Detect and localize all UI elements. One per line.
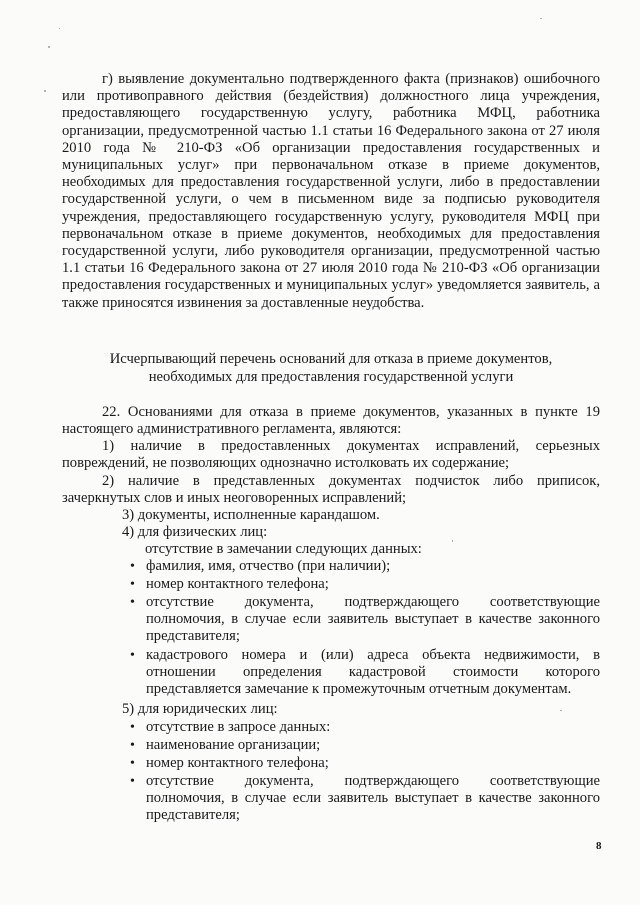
list-item-1: 1) наличие в предоставленных документах исправлений, серьезных повреждений, не позволяющих однозначно истолковать их содержание; (62, 438, 600, 472)
bullet-icon: • (130, 577, 135, 592)
bullet-item: • наименование организации; (130, 737, 321, 753)
list-item-4: 4) для физических лиц: (122, 524, 268, 540)
paragraph-22: 22. Основаниями для отказа в приеме документов, указанных в пункте 19 настоящего административного регламента, являются: (62, 404, 600, 438)
bullet-icon: • (130, 648, 135, 663)
bullet-item: • фамилия, имя, отчество (при наличии); (130, 558, 391, 574)
bullet-icon: • (130, 720, 135, 735)
bullet-icon: • (130, 756, 135, 771)
paragraph-g: г) выявление документально подтвержденного факта (признаков) ошибочного или противоправного действия (бездействия) должностного лица учреждения, предоставляющего государственную услугу, работника МФЦ, работника организации, предусмотренной частью 1.1 статьи 16 Федерального закона от 27 июля 2010 года № 210-ФЗ «Об организации предоставления государственных и муниципальных услуг» при первоначальном отказе в приеме документов, необходимых для предоставления государственной услуги, либо в предоставлении государственной услуги, о чем в письменном виде за подписью руководителя учреждения, предоставляющего государственную услугу, руководителя МФЦ при первоначальном отказе в приеме документов, необходимых для предоставления государственной услуги, либо руководителя организации, предусмотренной частью 1.1 статьи 16 Федерального закона от 27 июля 2010 года № 210-ФЗ «Об организации предоставления государственных и муниципальных услуг» уведомляется заявитель, а также приносятся извинения за доставленные неудобства. (62, 71, 600, 311)
bullet-item: • номер контактного телефона; (130, 755, 329, 771)
scan-speck (59, 28, 60, 29)
bullet-item: • номер контактного телефона; (130, 576, 329, 592)
scan-speck (44, 90, 46, 92)
scan-speck (560, 710, 562, 711)
page-number: 8 (596, 840, 602, 852)
bullet-icon: • (130, 738, 135, 753)
bullet-item: • отсутствие документа, подтверждающего соответствующие полномочия, в случае если заявитель выступает в качестве законного представителя; (130, 773, 600, 824)
bullet-item: • отсутствие в запросе данных: (130, 719, 331, 735)
bullet-item: • кадастрового номера и (или) адреса объекта недвижимости, в отношении определения кадастровой стоимости которого представляется замечание к промежуточным отчетным документам. (130, 647, 600, 698)
section-heading-line2: необходимых для предоставления государственной услуги (148, 369, 514, 385)
bullet-item: • отсутствие документа, подтверждающего соответствующие полномочия, в случае если заявитель выступает в качестве законного представителя; (130, 594, 600, 645)
bullet-icon: • (130, 774, 135, 789)
list-item-4-sub: отсутствие в замечании следующих данных: (145, 541, 422, 557)
scan-speck (48, 46, 50, 48)
scan-speck (452, 540, 453, 542)
list-item-3: 3) документы, исполненные карандашом. (122, 507, 380, 523)
bullet-icon: • (130, 559, 135, 574)
section-heading-line1: Исчерпывающий перечень оснований для отказа в приеме документов, (109, 351, 553, 367)
bullet-icon: • (130, 595, 135, 610)
scan-speck (540, 18, 542, 19)
list-item-5: 5) для юридических лиц: (122, 701, 278, 717)
list-item-2: 2) наличие в представленных документах подчисток либо приписок, зачеркнутых слов и иных неоговоренных исправлений; (62, 473, 600, 507)
